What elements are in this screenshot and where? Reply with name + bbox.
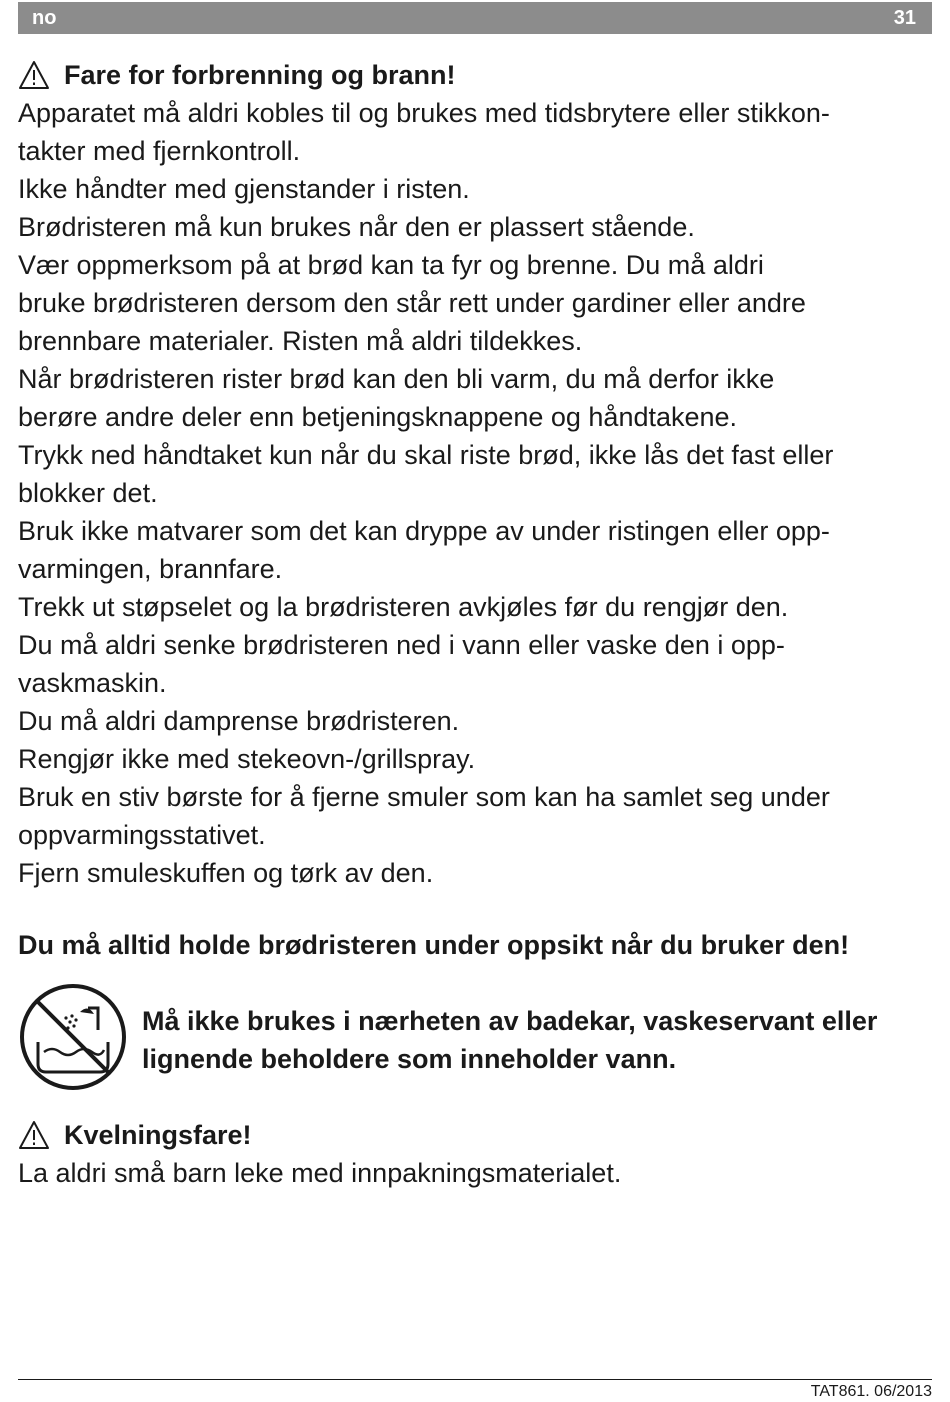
fire-warning-line: Fjern smuleskuffen og tørk av den. — [18, 858, 434, 888]
bath-warning-line: lignende beholdere som inneholder vann. — [142, 1044, 677, 1074]
warning-triangle-icon — [18, 60, 50, 90]
fire-warning-line: Du må aldri damprense brødristeren. — [18, 706, 460, 736]
fire-warning-line: Brødristeren må kun brukes når den er plassert stående. — [18, 212, 695, 242]
fire-warning-line: vaskmaskin. — [18, 668, 167, 698]
bath-warning-section — [18, 982, 932, 1092]
fire-warning-line: takter med fjernkontroll. — [18, 136, 301, 166]
fire-warning-line: Ikke håndter med gjenstander i risten. — [18, 174, 470, 204]
fire-warning-line: Bruk ikke matvarer som det kan dryppe av under ristingen eller opp- — [18, 516, 830, 546]
page-header — [18, 2, 932, 34]
suffocation-warning-section — [18, 1116, 932, 1192]
fire-warning-line: Apparatet må aldri kobles til og brukes med tidsbrytere eller stikkon- — [18, 98, 830, 128]
bath-warning-text — [142, 1002, 877, 1078]
fire-warning-line: bruke brødristeren dersom den står rett under gardiner eller andre — [18, 288, 806, 318]
page-number: 31 — [893, 7, 916, 29]
footer-model-code: TAT861. 06/2013 — [810, 1383, 932, 1400]
fire-warning-line: Trekk ut støpselet og la brødristeren avkjøles før du rengjør den. — [18, 592, 789, 622]
fire-warning-line: oppvarmingsstativet. — [18, 820, 266, 850]
fire-warning-line: Når brødristeren rister brød kan den bli varm, du må derfor ikke — [18, 364, 775, 394]
fire-warning-line: berøre andre deler enn betjeningsknappene og håndtakene. — [18, 402, 738, 432]
suffocation-warning-text: La aldri små barn leke med innpakningsmaterialet. — [18, 1158, 622, 1188]
fire-warning-line: Rengjør ikke med stekeovn-/grillspray. — [18, 744, 476, 774]
suffocation-warning-heading — [18, 1116, 932, 1154]
fire-warning-heading — [18, 56, 932, 94]
fire-warning-line: brennbare materialer. Risten må aldri tildekkes. — [18, 326, 583, 356]
supervision-notice: Du må alltid holde brødristeren under oppsikt når du bruker den! — [18, 930, 850, 960]
language-code: no — [32, 7, 57, 29]
fire-warning-line: Du må aldri senke brødristeren ned i vann eller vaske den i opp- — [18, 630, 785, 660]
footer-divider — [18, 1379, 932, 1380]
fire-warning-line: Trykk ned håndtaket kun når du skal riste brød, ikke lås det fast eller — [18, 440, 834, 470]
fire-warning-line: Vær oppmerksom på at brød kan ta fyr og brenne. Du må aldri — [18, 250, 764, 280]
fire-warning-line: blokker det. — [18, 478, 158, 508]
fire-warning-line: Bruk en stiv børste for å fjerne smuler som kan ha samlet seg under — [18, 782, 830, 812]
fire-warning-title: Fare for forbrenning og brann! — [64, 60, 456, 90]
no-bath-water-icon — [18, 982, 128, 1092]
fire-warning-line: varmingen, brannfare. — [18, 554, 283, 584]
warning-triangle-icon — [18, 1120, 50, 1150]
bath-warning-line: Må ikke brukes i nærheten av badekar, vaskeservant eller — [142, 1006, 878, 1036]
suffocation-warning-title: Kvelningsfare! — [64, 1120, 252, 1150]
fire-warning-section — [18, 56, 932, 892]
